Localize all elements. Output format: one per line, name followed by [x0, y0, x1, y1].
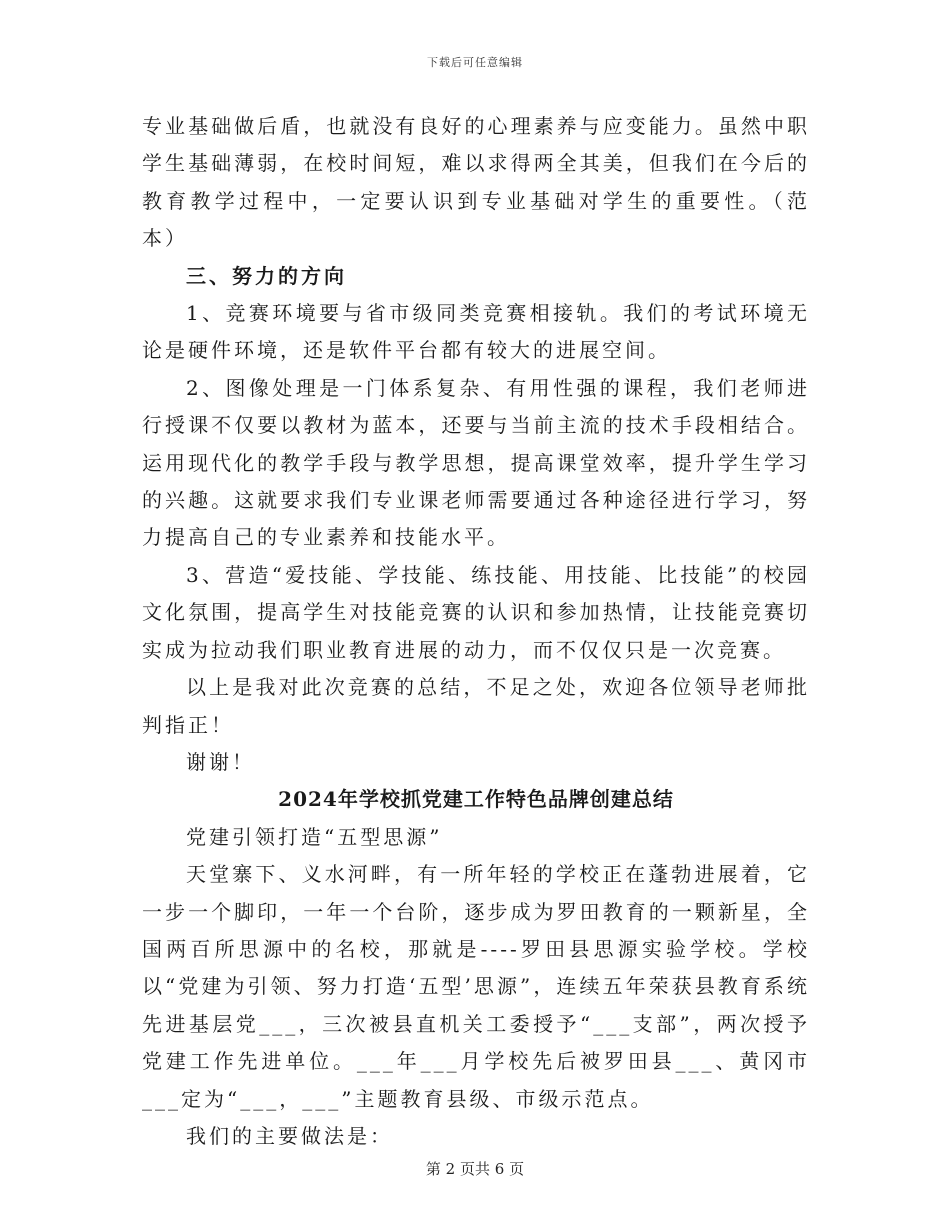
list-item-2: 2、图像处理是一门体系复杂、有用性强的课程，我们老师进行授课不仅要以教材为蓝本，还要与当前主流的技术手段相结合。运用现代化的教学手段与教学思想，提高课堂效率，提升学生学习的兴趣。这就要求我们专业课老师需要通过各种途径进行学习，努力提高自己的专业素养和技能水平。	[142, 375, 810, 550]
list-item-3: 3、营造“爱技能、学技能、练技能、用技能、比技能”的校园文化氛围，提高学生对技能竞赛的认识和参加热情，让技能竞赛切实成为拉动我们职业教育进展的动力，而不仅仅只是一次竞赛。	[142, 562, 810, 662]
method-lead-paragraph: 我们的主要做法是：	[186, 1123, 393, 1148]
closing-paragraph: 以上是我对此次竞赛的总结，不足之处，欢迎各位领导老师批判指正！	[142, 675, 810, 737]
document-body	[142, 108, 810, 1155]
page-number: 第 2 页共 6 页	[425, 1160, 525, 1178]
document-subtitle: 党建引领打造“五型思源”	[186, 824, 443, 849]
paragraph-continuation: 专业基础做后盾，也就没有良好的心理素养与应变能力。虽然中职学生基础薄弱，在校时间短，难以求得两全其美，但我们在今后的教育教学过程中，一定要认识到专业基础对学生的重要性。（范本）	[142, 114, 810, 251]
section-heading: 三、努力的方向	[186, 263, 347, 288]
page-header-note: 下载后可任意编辑	[427, 56, 523, 69]
intro-paragraph: 天堂寨下、义水河畔，有一所年轻的学校正在蓬勃进展着，它一步一个脚印，一年一个台阶，逐步成为罗田教育的一颗新星，全国两百所思源中的名校，那就是----罗田县思源实验学校。学校以“党建为引领、努力打造‘五型’思源”，连续五年荣获县教育系统先进基层党___，三次被县直机关工委授予“___支部”，两次授予党建工作先进单位。___年___月学校先后被罗田县___、黄冈市___定为“___，___”主题教育县级、市级示范点。	[142, 862, 810, 1111]
list-item-1: 1、竞赛环境要与省市级同类竞赛相接轨。我们的考试环境无论是硬件环境，还是软件平台都有较大的进展空间。	[142, 301, 810, 363]
document-title: 2024年学校抓党建工作特色品牌创建总结	[278, 787, 674, 812]
thanks-line: 谢谢！	[186, 749, 255, 774]
